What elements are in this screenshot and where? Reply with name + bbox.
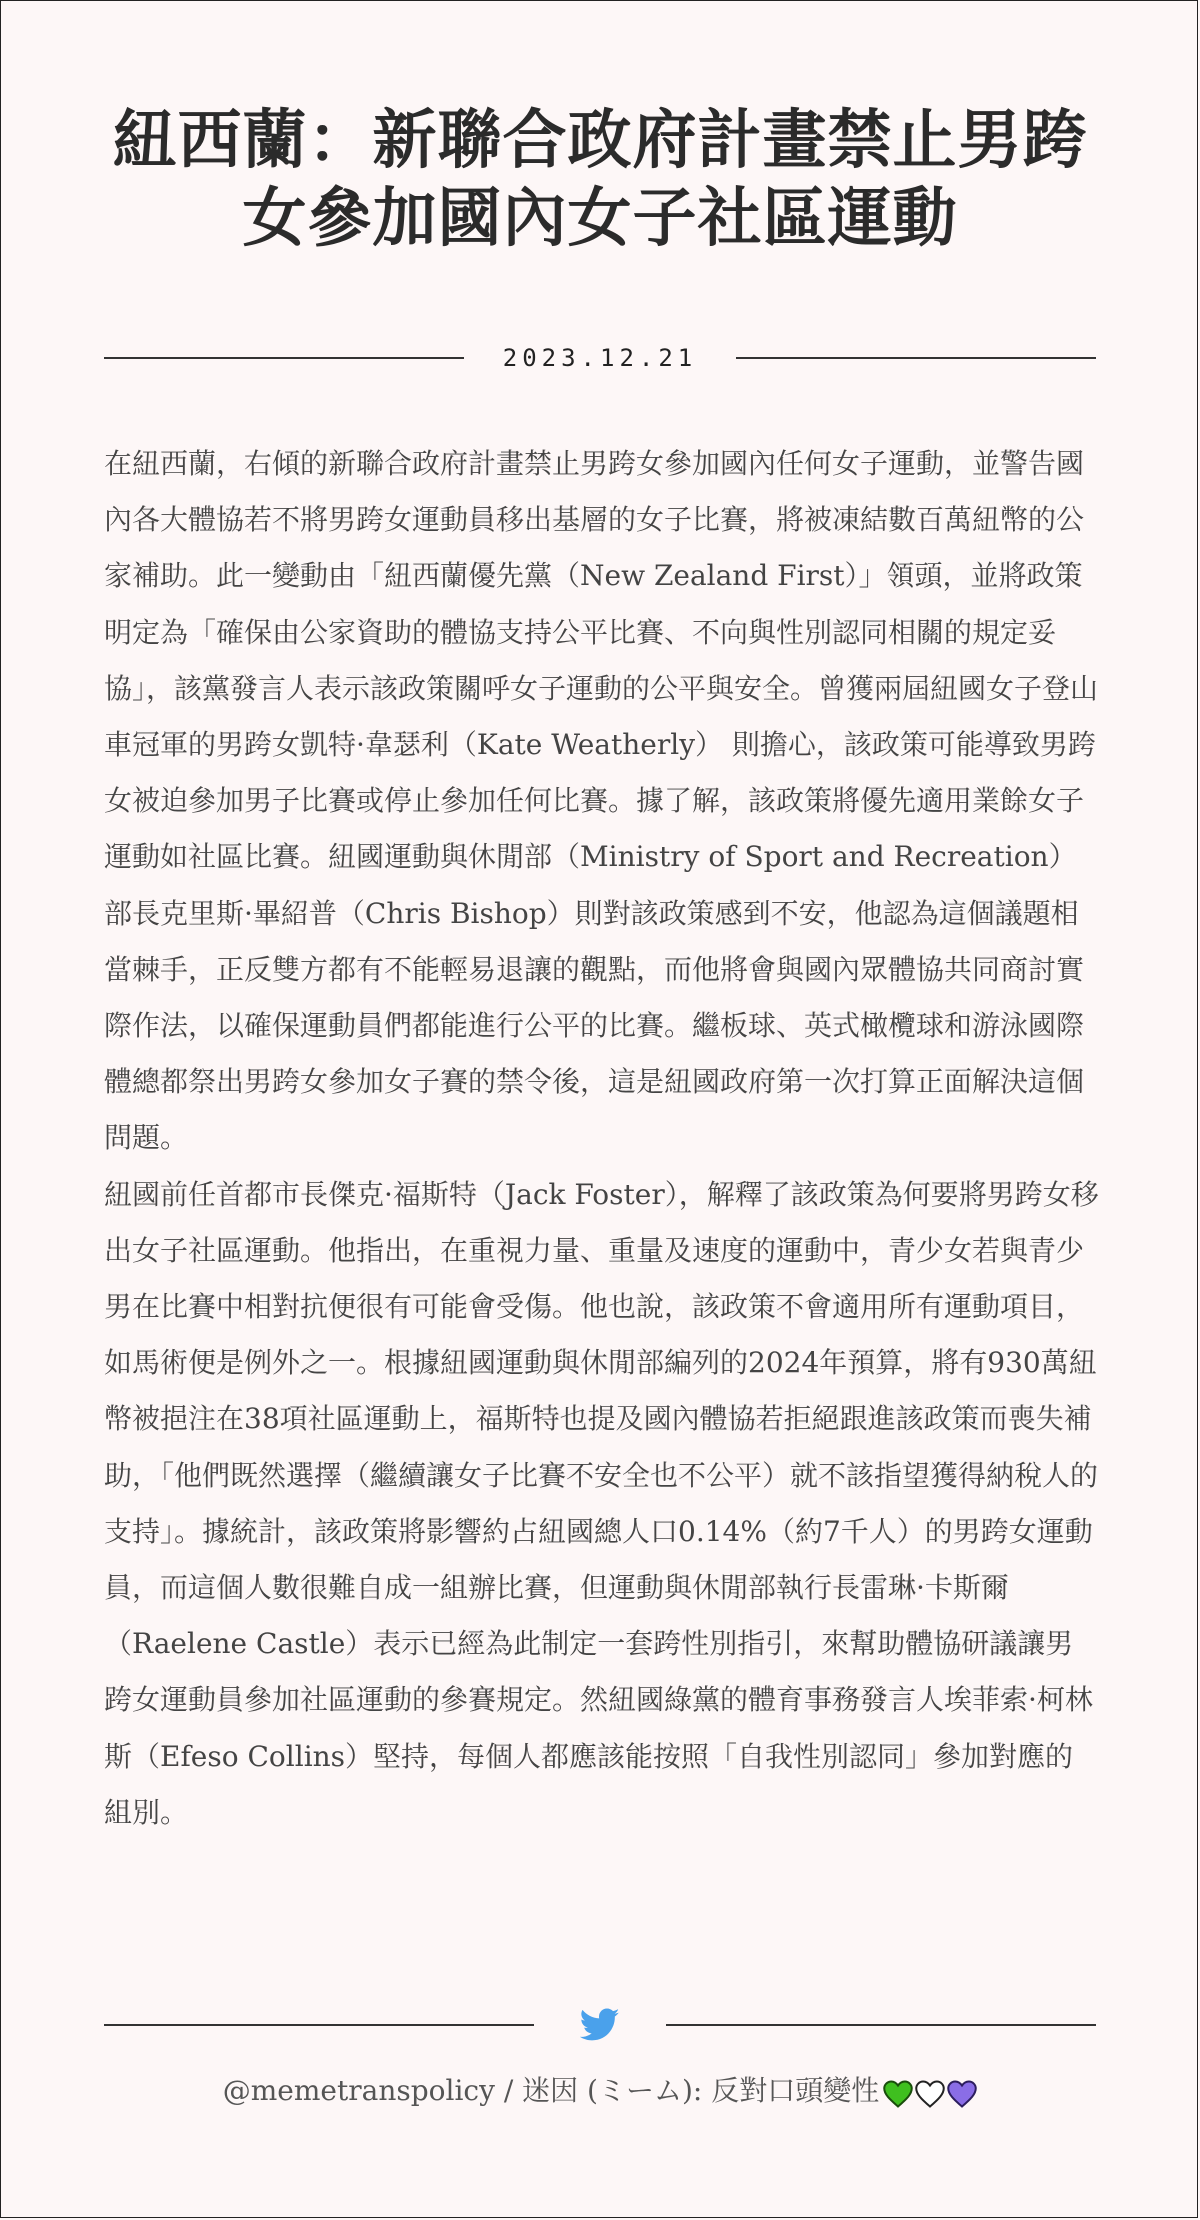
footer-line-right bbox=[666, 2024, 1096, 2026]
white-heart-icon bbox=[915, 2080, 945, 2108]
credit-text: @memetranspolicy / 迷因 (ミーム): 反對口頭變性 bbox=[222, 2074, 880, 2107]
footer-divider bbox=[104, 2004, 1096, 2044]
date-divider bbox=[104, 338, 1096, 378]
footer-line-left bbox=[104, 2024, 534, 2026]
purple-heart-icon bbox=[947, 2080, 977, 2108]
article-title: 紐西蘭：新聯合政府計畫禁止男跨女參加國內女子社區運動 bbox=[112, 103, 1088, 256]
article-paragraph: 紐國前任首都市長傑克·福斯特（Jack Foster），解釋了該政策為何要將男跨女移出女子社區運動。他指出，在重視力量、重量及速度的運動中，青少女若與青少男在比賽中相對抗便很有可能會受傷。他也說，該政策不會適用所有運動項目，如馬術便是例外之一。根據紐國運動與休閒部編列的2024年預算，將有930萬紐幣被挹注在38項社區運動上，福斯特也提及國內體協若拒絕跟進該政策而喪失補助，「他們既然選擇（繼續讓女子比賽不安全也不公平）就不該指望獲得納稅人的支持」。據統計，該政策將影響約占紐國總人口0.14%（約7千人）的男跨女運動員，而這個人數很難自成一組辦比賽，但運動與休閒部執行長雷琳·卡斯爾（Raelene Castle）表示已經為此制定一套跨性別指引，來幫助體協研議讓男跨女運動員參加社區運動的參賽規定。然紐國綠黨的體育事務發言人埃菲索·柯林斯（Efeso Collins）堅持，每個人都應該能按照「自我性別認同」參加對應的組別。 bbox=[104, 1177, 1099, 1829]
twitter-icon[interactable] bbox=[575, 2006, 625, 2044]
article-paragraph: 在紐西蘭，右傾的新聯合政府計畫禁止男跨女參加國內任何女子運動，並警告國內各大體協若不將男跨女運動員移出基層的女子比賽，將被凍結數百萬紐幣的公家補助。此一變動由「紐西蘭優先黨（New Zealand First）」領頭，並將政策明定為「確保由公家資助的體協支持公平比賽、不向與性別認同相關的規定妥協」，該黨發言人表示該政策關呼女子運動的公平與安全。曾獲兩屆紐國女子登山車冠軍的男跨女凱特·韋瑟利（Kate Weatherly） 則擔心，該政策可能導致男跨女被迫參加男子比賽或停止參加任何比賽。據了解，該政策將優先適用業餘女子運動如社區比賽。紐國運動與休閒部（Ministry of Sport and Recreation）部長克里斯·畢紹普（Chris Bishop）則對該政策感到不安，他認為這個議題相當棘手，正反雙方都有不能輕易退讓的觀點，而他將會與國內眾體協共同商討實際作法，以確保運動員們都能進行公平的比賽。繼板球、英式橄欖球和游泳國際體總都祭出男跨女參加女子賽的禁令後，這是紐國政府第一次打算正面解決這個問題。 bbox=[104, 447, 1099, 1155]
article-date: 2023.12.21 bbox=[502, 344, 698, 372]
heart-icons bbox=[881, 2070, 977, 2116]
footer-credit bbox=[0, 2068, 1200, 2116]
article-body bbox=[104, 436, 1100, 1841]
divider-line-right bbox=[736, 357, 1096, 359]
green-heart-icon bbox=[883, 2080, 913, 2108]
